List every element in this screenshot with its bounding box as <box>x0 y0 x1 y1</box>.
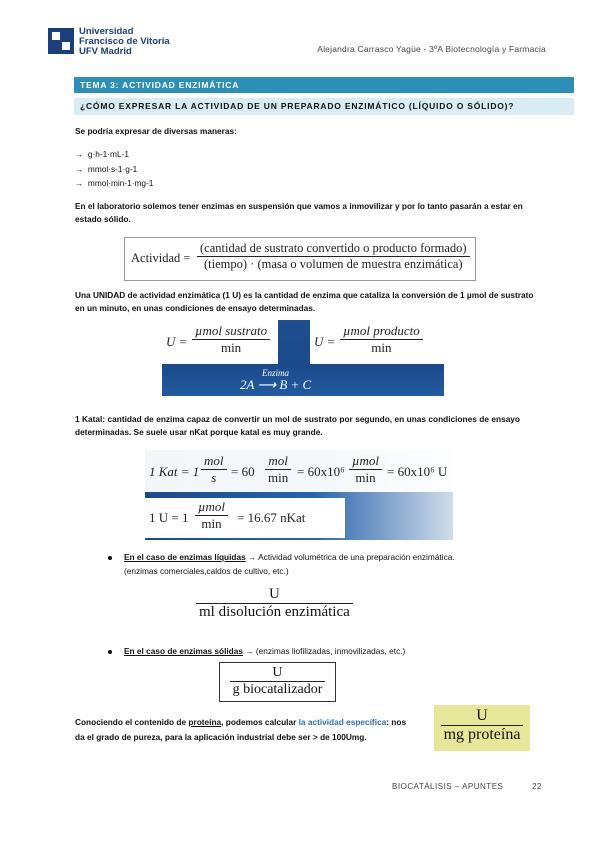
solid-den: g biocatalizador <box>232 682 323 697</box>
bullet-solid-title: En el caso de enzimas sólidas <box>124 646 243 656</box>
arrow-icon: → <box>75 149 84 159</box>
katal-part-1: 1 Kat = 1 <box>149 464 200 479</box>
liquid-fraction <box>196 586 353 621</box>
bullet-liquid-title: En el caso de enzimas líquidas <box>124 552 246 562</box>
u-substrate-numerator: µmol sustrato <box>192 323 270 340</box>
protein-den: mg proteína <box>443 726 521 743</box>
intro-text: Se podría expresar de diversas maneras: <box>75 126 237 136</box>
specific-pre: Conociendo el contenido de <box>75 717 189 727</box>
bullet-solid <box>108 645 548 658</box>
bullet-liquid-text: → Actividad volumétrica de una preparación enzimática. <box>245 552 455 562</box>
bullet-liquid <box>108 551 548 564</box>
specific-post: : nos <box>386 717 407 727</box>
u2-den: min <box>201 516 222 531</box>
u-lhs: U = <box>166 334 188 349</box>
liquid-num: U <box>196 586 353 604</box>
activity-fraction <box>197 241 470 272</box>
university-name <box>79 27 170 57</box>
katal-f3-num: µmol <box>349 453 382 470</box>
katal-f1-num: mol <box>201 453 227 470</box>
u2-part-1: 1 U = 1 <box>149 510 189 525</box>
specific-activity-link: la actividad específica <box>298 717 387 727</box>
u-product-fraction <box>340 323 423 356</box>
list-item <box>75 147 153 162</box>
activity-denominator: (tiempo) · (masa o volumen de muestra enzimática) <box>204 257 463 271</box>
katal-part-3: = 60x10⁶ <box>297 464 345 479</box>
u2-fraction <box>195 499 228 532</box>
u-substrate-fraction <box>192 323 270 356</box>
u-lhs: U = <box>314 334 336 349</box>
protein-fraction <box>434 705 530 751</box>
arrow-icon: → <box>75 178 84 188</box>
protein-num: U <box>441 707 524 726</box>
katal-formula <box>145 450 453 492</box>
u-denominator: min <box>220 340 242 355</box>
u2-part-2: = 16.67 nKat <box>237 510 306 525</box>
liquid-fraction-inner <box>196 586 353 621</box>
activity-numerator: (cantidad de sustrato convertido o producto formado) <box>197 241 470 257</box>
author-line: Alejandra Carrasco Yagüe - 3ºA Biotecnología y Farmacia <box>317 44 546 54</box>
page-footer <box>392 782 542 791</box>
unit-item-text: mmol·min-1·mg-1 <box>87 178 154 188</box>
activity-formula <box>124 237 476 281</box>
unit-item-text: g·h-1·mL-1 <box>87 149 129 159</box>
paragraph-specific-line-2: da el grado de pureza, para la aplicación industrial debe ser > de 100Umg. <box>75 732 367 742</box>
katal-f1-den: s <box>211 470 217 485</box>
solid-fraction <box>219 662 336 702</box>
katal-fraction-3 <box>349 453 382 486</box>
katal-part-4: = 60x10⁶ U <box>387 464 448 479</box>
katal-f2-num: mol <box>265 453 291 470</box>
paragraph-unit: Una UNIDAD de actividad enzimática (1 U) es la cantidad de enzima que cataliza la conversión de 1 µmol de sustrato en un minuto, en unas condiciones de ensayo determinadas. <box>75 290 534 313</box>
paragraph-katal: 1 Katal: cantidad de enzima capaz de convertir un mol de sustrato por segundo, en unas condiciones de ensayo determinadas. Se suele usar nKat porque katal es muy grande. <box>75 414 520 437</box>
u-product-numerator: µmol producto <box>340 323 423 340</box>
u2-num: µmol <box>195 499 228 516</box>
reaction-equation: 2A ⟶ B + C <box>240 377 312 392</box>
logo-line-3: UFV Madrid <box>79 46 132 57</box>
specific-protein: proteína <box>188 717 222 727</box>
bullet-dot-icon <box>108 556 112 560</box>
logo-line-2: Francisco de Vitoria <box>79 36 170 47</box>
u-product-formula <box>310 320 444 364</box>
page-number: 22 <box>532 782 542 791</box>
specific-mid: , podemos calcular <box>221 717 299 727</box>
katal-f3-den: min <box>355 470 376 485</box>
katal-fraction-1 <box>201 453 227 486</box>
units-list <box>75 147 153 191</box>
section-title: TEMA 3: ACTIVIDAD ENZIMÁTICA <box>74 77 574 93</box>
bullet-liquid-second-line: (enzimas comerciales,caldos de cultivo, etc.) <box>124 566 289 576</box>
paragraph-specific-line-1 <box>75 716 415 729</box>
katal-part-2: = 60 <box>231 464 255 479</box>
logo-line-1: Universidad <box>79 26 134 37</box>
u-denominator: min <box>371 340 392 355</box>
katal-f2-den: min <box>268 470 289 485</box>
university-logo-icon <box>48 28 74 54</box>
list-item <box>75 176 153 191</box>
section-question: ¿CÓMO EXPRESAR LA ACTIVIDAD DE UN PREPARADO ENZIMÁTICO (LÍQUIDO O SÓLIDO)? <box>74 98 574 115</box>
footer-label: BIOCATÁLISIS – APUNTES <box>392 782 504 791</box>
paragraph-lab: En el laboratorio solemos tener enzimas en suspensión que vamos a inmovilizar y por lo tanto pasarán a estar en estado sólido. <box>75 201 523 224</box>
u-to-nkat-formula <box>145 498 345 538</box>
katal-fraction-2 <box>265 453 291 486</box>
activity-lhs: Actividad = <box>131 251 191 265</box>
solid-num: U <box>230 665 326 682</box>
protein-fraction-inner <box>441 707 524 744</box>
reaction-enzyme-label: Enzima <box>262 368 289 378</box>
bullet-solid-text: → (enzimas liofilizadas, inmovilizadas, etc.) <box>242 646 406 656</box>
bullet-dot-icon <box>108 650 112 654</box>
u-substrate-formula <box>162 320 278 364</box>
solid-fraction-inner <box>230 665 326 698</box>
arrow-icon: → <box>75 163 84 174</box>
liquid-den: ml disolución enzimática <box>199 604 350 620</box>
unit-item-text: mmol·s-1·g-1 <box>87 163 138 174</box>
list-item <box>75 162 153 177</box>
